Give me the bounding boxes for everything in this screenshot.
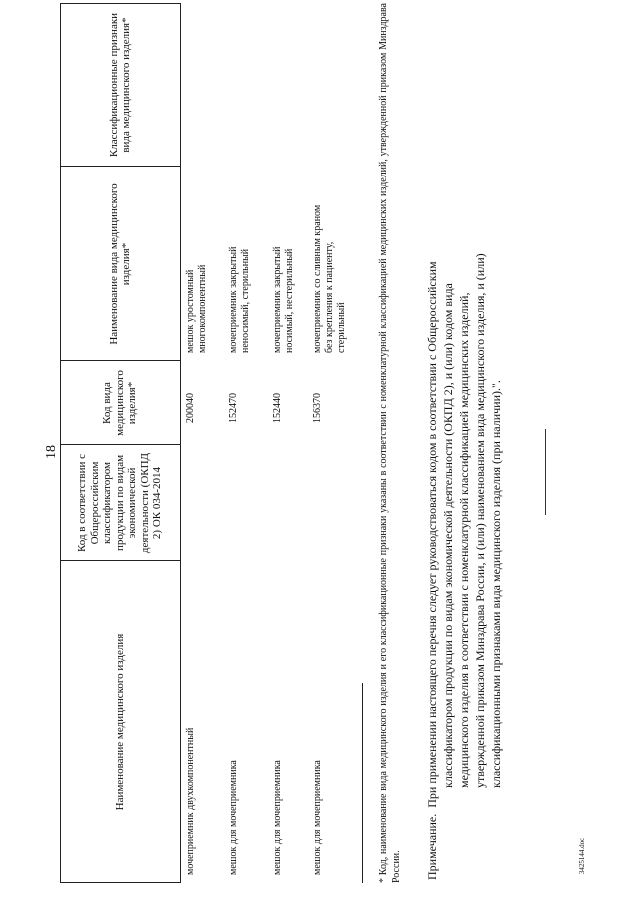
row-3-type-name: мочеприемник закрытый носимый, нестерильный: [272, 246, 295, 353]
row-2-type-code: 152470: [228, 393, 239, 423]
row-1-type-code: 200040: [185, 393, 196, 423]
note-line-3: медицинского изделия в соответствии с номенклатурной классификацией медицинских изделий,: [457, 292, 471, 788]
header-type-name: Наименование вида медицинского изделия*: [107, 183, 132, 345]
header-okpd-code: Код в соответствии с Общероссийским классификатором продукции по видам экономической деятельности (ОКПД 2) ОК 034-2014: [76, 452, 164, 554]
row-2-type-name: мочеприемник закрытый неносимый, стерильный: [228, 246, 251, 353]
note-label: Примечание.: [425, 813, 439, 880]
row-2-device-name: мешок для мочеприемника: [228, 760, 239, 875]
row-4-type-name: мочеприемник со сливным краном без крепления к пациенту, стерильный: [312, 204, 347, 353]
document-id: 3425144.doc: [578, 837, 586, 875]
end-separator-line: [545, 429, 546, 515]
classification-table: [60, 3, 370, 883]
row-3-device-name: мешок для мочеприемника: [272, 760, 283, 875]
row-1-device-name: мочеприемник двухкомпонентный: [185, 727, 196, 875]
row-4-device-name: мешок для мочеприемника: [312, 760, 323, 875]
note-line-4: утвержденной приказом Минздрава России, и (или) наименованием вида медицинского изделия, и (или): [473, 253, 487, 788]
row-3-type-code: 152440: [272, 393, 283, 423]
note-block: [425, 40, 555, 880]
note-line-2: классификатором продукции по видам экономической деятельности (ОКПД 2), и (или) кодом вида: [441, 283, 455, 788]
note-line-5: классификационными признаками вида медицинского изделия (при наличии).".: [489, 380, 503, 788]
header-features: Классификационные признаки вида медицинского изделия*: [107, 12, 132, 158]
header-type-code: Код вида медицинского изделия*: [101, 370, 139, 436]
header-device-name: Наименование медицинского изделия: [113, 633, 126, 811]
footnote-rule: [362, 683, 363, 883]
row-1-type-name: мешок уростомный многокомпонентный: [185, 264, 208, 353]
note-line-1: При применении настоящего перечня следует руководствоваться кодом в соответствии с Общероссийским: [425, 261, 439, 808]
page-number: 18: [44, 445, 59, 459]
table-header-border: [180, 3, 181, 883]
footnote-text: * Код, наименование вида медицинского изделия и его классификационные признаки указаны в соответствии с номенклатурной классификацией медицинских изделий, утвержденной приказом Минздрава России.: [378, 3, 402, 883]
row-4-type-code: 156370: [312, 393, 323, 423]
